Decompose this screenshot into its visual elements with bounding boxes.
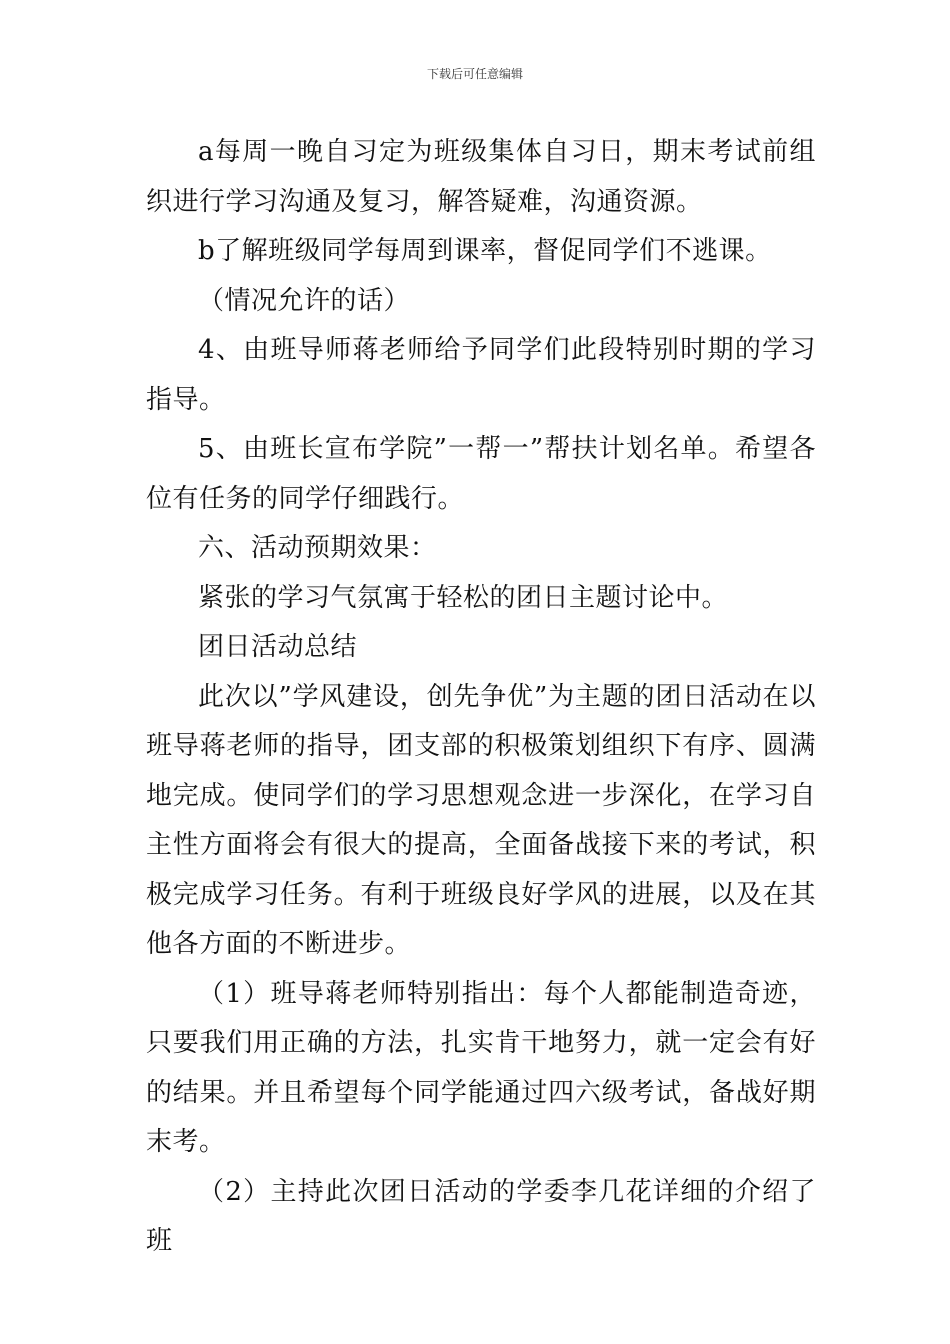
section-heading-expected-effect: 六、活动预期效果： <box>198 533 437 563</box>
paragraph-item-5: 5、由班长宣布学院”一帮一”帮扶计划名单。希望各位有任务的同学仔细践行。 <box>146 434 816 514</box>
page-header: 下载后可任意编辑 <box>426 67 523 81</box>
paragraph-study-night: a每周一晚自习定为班级集体自习日，期末考试前组织进行学习沟通及复习，解答疑难，沟通资源。 <box>146 137 816 217</box>
paragraph-item-4: 4、由班导师蒋老师给予同学们此段特别时期的学习指导。 <box>146 335 816 415</box>
paragraph-if-possible: （情况允许的话） <box>198 285 411 316</box>
paragraph-summary: 此次以”学风建设，创先争优”为主题的团日活动在以班导蒋老师的指导，团支部的积极策划组织下有序、圆满地完成。使同学们的学习思想观念进一步深化，在学习自主性方面将会有很大的提高，全面备战接下来的考试，积极完成学习任务。有利于班级良好学风的进展，以及在其他各方面的不断进步。 <box>146 681 816 959</box>
paragraph-attendance: b了解班级同学每周到课率，督促同学们不逃课。 <box>198 236 772 266</box>
paragraph-expected-effect: 紧张的学习气氛寓于轻松的团日主题讨论中。 <box>198 582 729 613</box>
document-body <box>146 128 816 1267</box>
paragraph-point-1: （1）班导蒋老师特别指出：每个人都能制造奇迹，只要我们用正确的方法，扎实肯干地努力，就一定会有好的结果。并且希望每个同学能通过四六级考试，备战好期末考。 <box>146 978 816 1157</box>
paragraph-point-2: （2）主持此次团日活动的学委李几花详细的介绍了班 <box>146 1176 816 1256</box>
section-heading-summary: 团日活动总结 <box>198 632 358 662</box>
